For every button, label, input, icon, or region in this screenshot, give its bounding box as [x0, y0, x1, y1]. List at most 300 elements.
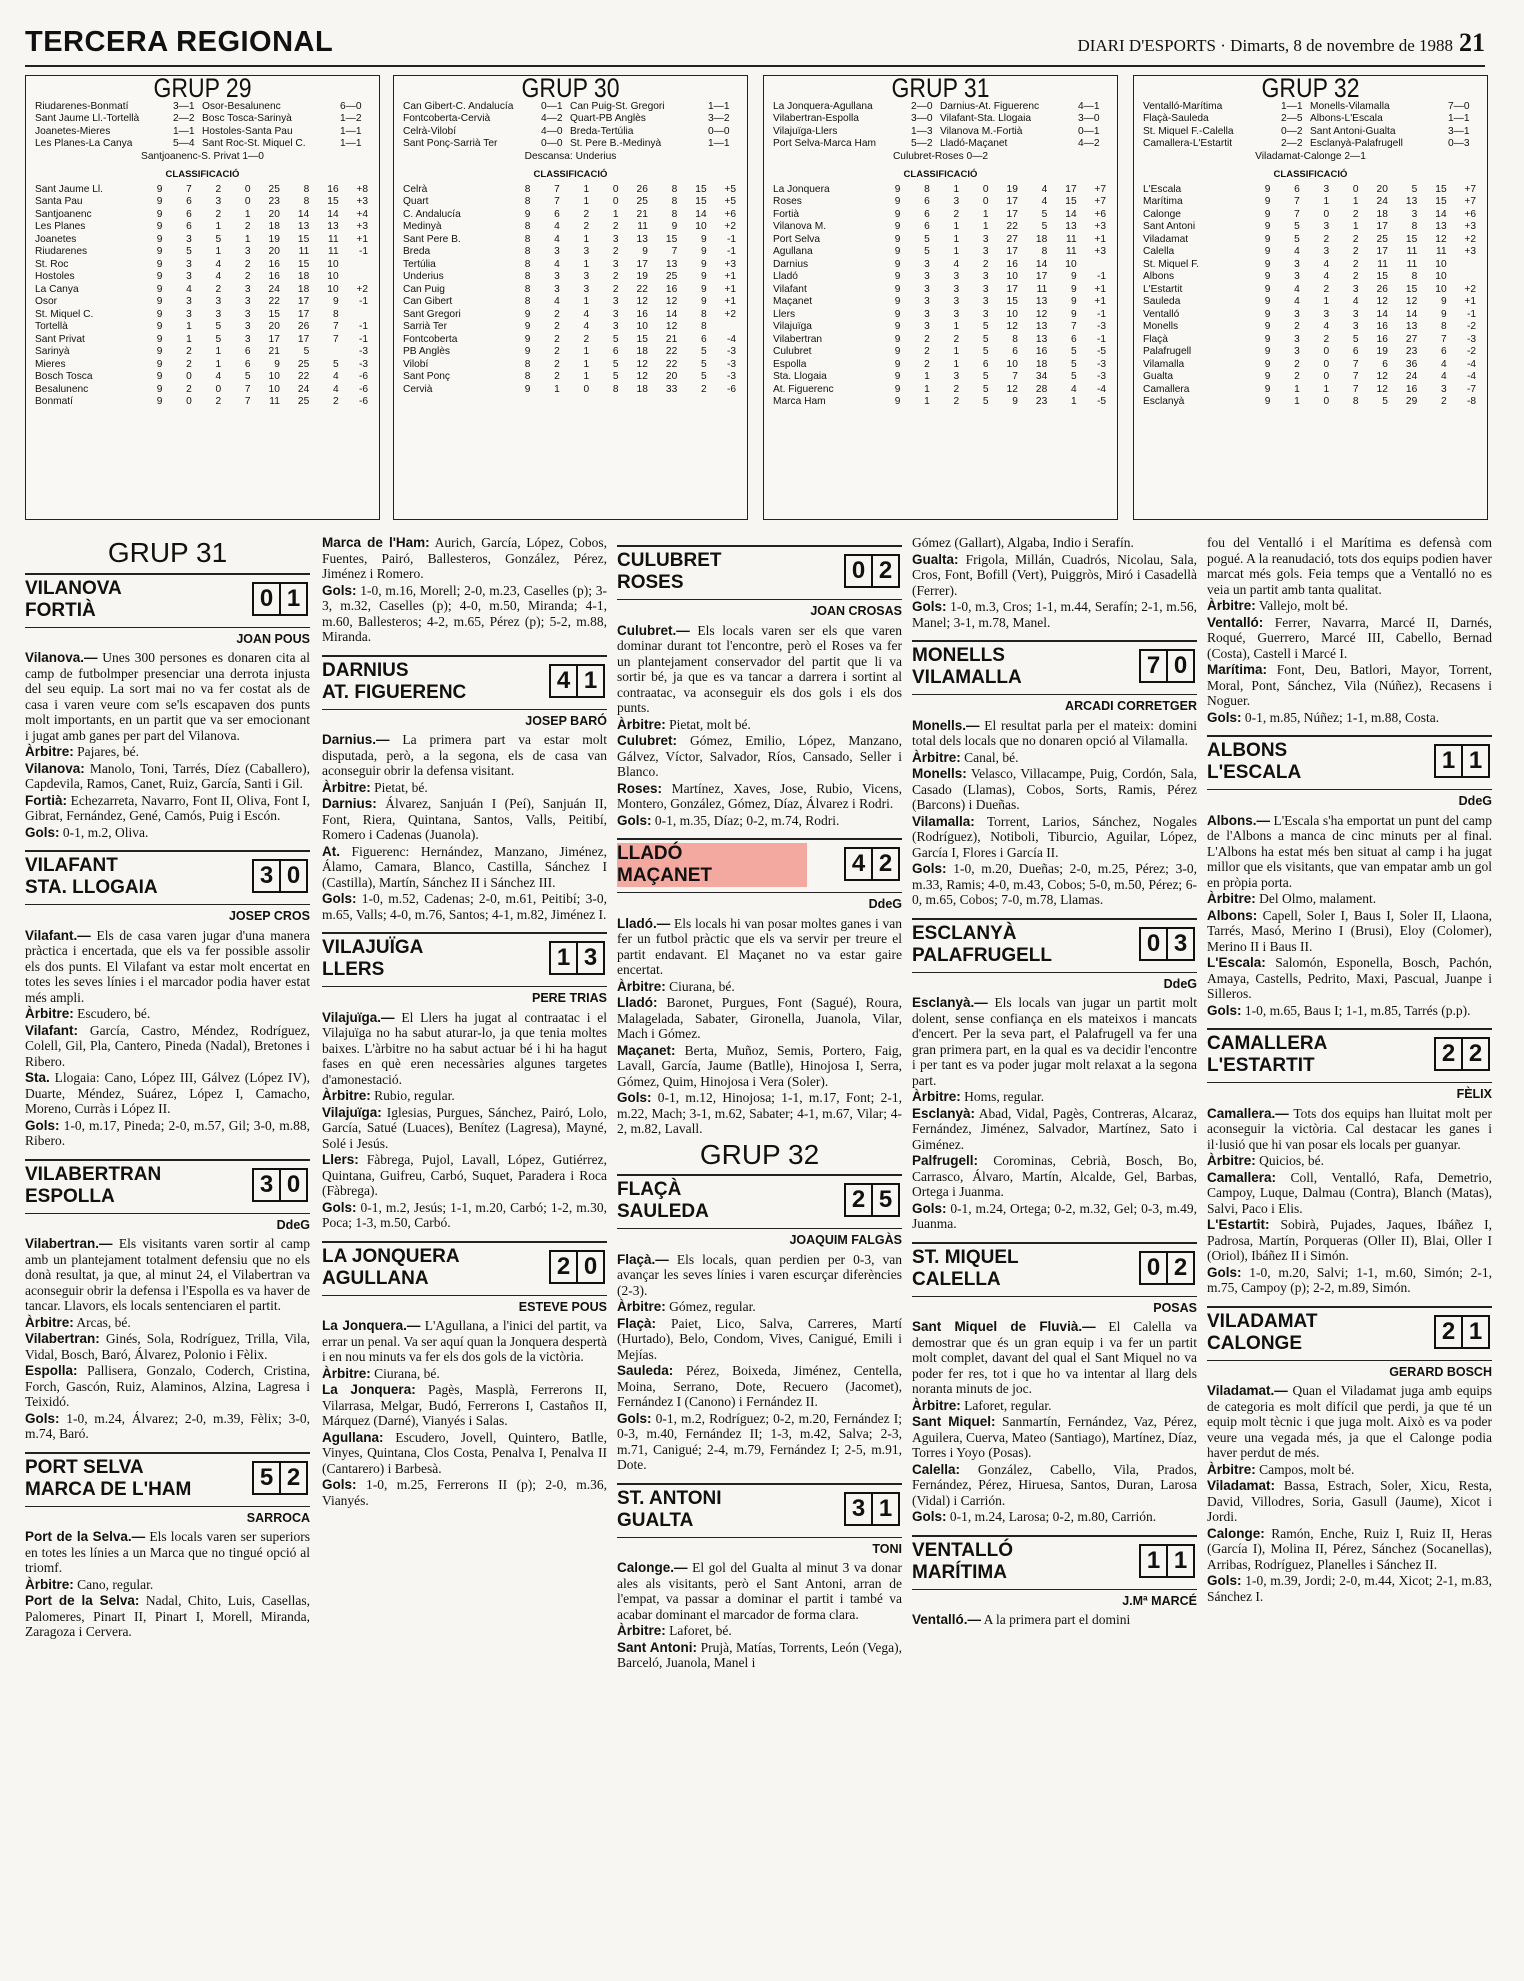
table-cell: 20	[268, 246, 280, 257]
away-team: CALELLA	[912, 1268, 1001, 1290]
home-team: VILABERTRAN	[25, 1163, 162, 1185]
score-box	[844, 554, 900, 588]
result-cell: 0—3	[1448, 138, 1470, 149]
away-score: 3	[576, 943, 603, 973]
report-paragraph	[1207, 1170, 1492, 1217]
table-cell: 9	[1264, 346, 1271, 357]
report-paragraph	[617, 813, 902, 829]
table-cell: -3	[358, 358, 368, 370]
table-cell: 15	[1065, 196, 1077, 207]
table-cell: 14	[327, 208, 339, 220]
table-cell: 8	[700, 321, 707, 332]
result-cell: Breda-Tertúlia	[570, 125, 634, 137]
report-lead: Sauleda:	[617, 1363, 674, 1378]
table-cell: +5	[724, 196, 736, 207]
table-cell: 7	[244, 383, 251, 395]
report-text: Manolo, Toni, Tarrés, Díez (Caballero), Capdevila, Ramos, Canet, Ruiz, García, Santi i Gil.	[25, 760, 310, 791]
result-cell: 1—1	[708, 138, 730, 149]
report-text: Echezarreta, Navarro, Font II, Oliva, Font I, Gibrat, Fernández, Gené, Camós, Puig i Escón.	[25, 792, 310, 823]
home-score: 0	[259, 584, 274, 612]
group-title: GRUP 29	[153, 73, 252, 103]
table-cell: 17	[1006, 283, 1018, 295]
report-lead: Vilabertran.—	[25, 1236, 113, 1251]
report-paragraph	[617, 733, 902, 780]
table-cell: 11	[269, 396, 280, 407]
table-cell: 4	[1440, 371, 1447, 382]
table-cell: 12	[665, 296, 678, 307]
report-lead: Àrbitre:	[912, 1397, 961, 1413]
table-cell: 12	[1376, 296, 1388, 307]
table-cell: 9	[700, 233, 707, 245]
result-cell: 2—2	[1281, 138, 1303, 149]
report-text: Quan el Viladamat juga amb equips de categoria es molt difícil que perdi, ja que té un equip molt tècnic i que juga molt. Això es va poder veure una vegada més, ja que el Calonge podia haver perdut de més.	[1207, 1383, 1492, 1460]
table-cell: 2	[1294, 371, 1300, 382]
table-cell: 2	[953, 208, 960, 220]
table-cell: 16	[1376, 333, 1388, 345]
away-team: GUALTA	[617, 1509, 694, 1531]
report-paragraph	[25, 1577, 310, 1593]
report-lead: Calonge.—	[617, 1560, 688, 1575]
table-cell: 2	[924, 346, 930, 357]
report-lead: Culubret.—	[617, 622, 690, 638]
table-cell: 3	[982, 233, 989, 245]
table-cell: 7	[186, 183, 192, 195]
table-cell: 1	[612, 208, 619, 220]
author-byline: SARROCA	[246, 1510, 310, 1525]
table-cell: 4	[1070, 383, 1077, 395]
table-cell	[1449, 259, 1478, 272]
table-cell: 7	[1352, 383, 1359, 395]
report-paragraph	[617, 781, 902, 812]
home-score: 1	[1146, 1546, 1161, 1574]
table-cell: 19	[1006, 183, 1018, 195]
table-cell: 9	[1264, 183, 1271, 195]
report-text: La primera part va estar molt disputada, però, a la segona, els de casa van aconseguir obrir la defensa visitant.	[322, 732, 607, 778]
table-cell: 16	[1376, 321, 1388, 332]
home-score: 3	[259, 862, 274, 889]
report-text: Ginés, Sola, Rodríguez, Trilla, Vila, Vidal, Bosch, Baró, Álvarez, Polonio i Fèlix.	[25, 1331, 310, 1362]
table-cell: 8	[700, 308, 707, 320]
author-byline: FÈLIX	[1456, 1087, 1492, 1101]
table-cell: 6	[1012, 346, 1018, 357]
match-header	[617, 1483, 902, 1538]
report-lead: Sant Antoni:	[617, 1639, 697, 1655]
classification-table	[35, 184, 370, 409]
table-cell: 12	[636, 358, 648, 370]
table-cell: 0	[1323, 358, 1330, 370]
table-cell: 9	[1264, 271, 1271, 282]
table-cell: 17	[297, 296, 310, 307]
report-paragraph	[912, 599, 1197, 630]
report-lead: Gols:	[322, 891, 357, 906]
table-cell: 4	[1323, 271, 1330, 282]
table-cell: -3	[726, 371, 736, 382]
report-lead: Fortià:	[25, 792, 67, 808]
table-cell: Viladamat	[1143, 233, 1189, 245]
report-lead: Llers:	[322, 1152, 359, 1167]
report-lead: Àrbitre:	[25, 744, 74, 759]
table-cell: -3	[726, 358, 736, 370]
report-paragraph	[25, 1118, 310, 1149]
report-text: Paiet, Lico, Salva, Carreres, Martí (Hurtado), Belo, Condom, Vives, Canigué, Emili i Mejías.	[617, 1315, 902, 1362]
table-cell: 3	[1323, 221, 1330, 232]
report-paragraph	[617, 1090, 902, 1137]
table-cell: +1	[724, 271, 736, 282]
table-cell: +3	[1094, 221, 1106, 232]
report-text: A la primera part el domini	[981, 1612, 1131, 1627]
report-lead: At.	[322, 843, 340, 859]
result-cell: 4—0	[541, 125, 563, 137]
table-cell: 9	[894, 396, 901, 407]
table-cell: 1	[1323, 296, 1330, 307]
table-cell: 4	[554, 296, 560, 307]
report-lead: Monells.—	[912, 717, 980, 733]
report-paragraph	[322, 796, 607, 843]
table-cell: 2	[186, 383, 192, 395]
results-grid	[773, 101, 1108, 151]
table-cell: 9	[1264, 396, 1271, 407]
score-box	[844, 1183, 900, 1217]
table-cell: 3	[924, 283, 930, 295]
table-cell: 5	[700, 346, 707, 357]
result-cell: Sant Jaume Ll.-Tortellà	[35, 113, 140, 124]
report-paragraph	[322, 1152, 607, 1199]
table-cell: 26	[636, 183, 648, 195]
table-cell: C. Andalucía	[403, 208, 461, 220]
table-cell: 3	[554, 271, 560, 282]
table-cell: 5	[215, 333, 222, 345]
table-cell: 9	[671, 221, 678, 232]
table-cell: 18	[1376, 208, 1388, 220]
table-cell: +3	[1464, 221, 1476, 232]
home-score: 0	[851, 557, 866, 584]
page-number: 21	[1459, 28, 1485, 57]
table-cell: 9	[1264, 358, 1271, 370]
table-cell: 9	[1264, 208, 1271, 220]
table-cell: 6	[924, 196, 930, 207]
report-lead: Lladó:	[617, 995, 658, 1010]
home-team: FLAÇÀ	[617, 1179, 682, 1200]
report-text: Sobirà, Pujades, Jaques, Ibáñez I, Padrosa, Martín, Porqueras (Oller II), Blai, Oller I (Oriol), Ibáñez II i Simón.	[1207, 1217, 1492, 1263]
home-team: CULUBRET	[617, 550, 722, 571]
report-lead: Palfrugell:	[912, 1153, 979, 1168]
table-cell: Vilamalla	[1143, 358, 1185, 370]
table-cell: 5	[700, 371, 707, 382]
table-cell: Bonmatí	[35, 396, 73, 407]
result-cell: Flaçà-Sauleda	[1143, 113, 1209, 124]
table-cell: 5	[1294, 221, 1300, 232]
report-paragraph	[1207, 1106, 1492, 1153]
table-cell: 6	[1440, 346, 1447, 357]
report-text: Pietat, bé.	[370, 779, 428, 795]
report-lead: Àrbitre:	[617, 1299, 666, 1314]
result-cell: 1—1	[708, 100, 730, 112]
table-cell: 4	[554, 233, 560, 245]
table-cell: Vilabertran	[773, 333, 823, 345]
report-paragraph	[912, 750, 1197, 766]
author-byline: JOAQUIM FALGÀS	[789, 1233, 902, 1247]
report-text: Els locals hi van posar moltes ganes i van fer un futbol pràctic que els va servir per treure el partit endavant. El Maçanet no va estar gaire encertat.	[617, 915, 902, 977]
report-lead: Marítima:	[1207, 662, 1268, 677]
table-cell: +8	[356, 183, 368, 195]
report-lead: Port de la Selva:	[25, 1593, 140, 1608]
table-cell: 4	[186, 283, 192, 295]
table-cell: 8	[524, 371, 531, 382]
table-cell: Sant Pere B.	[403, 233, 461, 245]
table-cell: 9	[894, 333, 901, 345]
report-text: L'Escala s'ha emportat un punt del camp de l'Albons a manca de cinc minuts per al final. L'Albons ha estat més ben situat al camp i ha jugat millor que els visitants, que van empatar amb un gol en pròpia porta.	[1207, 812, 1492, 890]
result-cell: Sant Roc-St. Miquel C.	[202, 138, 306, 149]
report-paragraph	[617, 1560, 902, 1622]
table-cell: -3	[726, 346, 736, 357]
table-cell: 2	[953, 383, 960, 395]
report-lead: Gols:	[617, 812, 652, 828]
table-cell: 25	[297, 358, 310, 370]
table-cell: Besalunenc	[35, 383, 89, 395]
table-cell: St. Roc	[35, 258, 69, 270]
report-lead: Vilafant.—	[25, 927, 91, 943]
home-score: 2	[1441, 1040, 1456, 1067]
table-cell: 8	[524, 196, 531, 207]
report-text: Tots dos equips han lluitat molt per aconseguir la victòria. Cal destacar les ganes i il·lusió que hi van posar els locals per guanyar.	[1207, 1105, 1492, 1152]
table-cell: 9	[1264, 233, 1271, 245]
table-cell: 3	[583, 246, 590, 257]
table-cell: Llers	[773, 308, 796, 320]
table-cell: 12	[1035, 308, 1048, 320]
table-cell: 9	[1264, 221, 1271, 232]
report-lead: Gols:	[1207, 709, 1242, 725]
table-cell: Camallera	[1143, 383, 1190, 395]
table-cell: 16	[665, 283, 678, 295]
table-cell: 13	[1065, 221, 1077, 232]
report-paragraph	[912, 552, 1197, 599]
result-cell: Celrà-Vilobí	[403, 125, 457, 137]
report-paragraph	[25, 928, 310, 1006]
table-cell: 9	[1070, 308, 1077, 320]
table-cell: 5	[215, 321, 222, 332]
result-cell: Albons-L'Escala	[1310, 113, 1383, 124]
table-cell: Roses	[773, 196, 802, 207]
report-paragraph	[1207, 598, 1492, 614]
table-cell: +3	[356, 221, 368, 232]
table-cell: Can Puig	[403, 283, 445, 295]
table-cell: +1	[1094, 296, 1106, 307]
table-cell: 10	[1435, 283, 1447, 295]
table-cell: 5	[186, 246, 192, 257]
report-text: Nadal, Chito, Luis, Casellas, Palomeres, Pinart II, Pinart I, Morell, Miranda, Zaragoza i Cervera.	[25, 1593, 310, 1639]
table-cell: -4	[1466, 371, 1476, 382]
table-cell: 15	[1006, 296, 1018, 307]
table-cell: 13	[1035, 333, 1048, 345]
report-paragraph	[1207, 1383, 1492, 1461]
table-cell: 2	[982, 258, 989, 270]
table-cell: 23	[1035, 396, 1048, 407]
result-cell: 4—2	[1078, 138, 1100, 149]
table-cell: 7	[554, 183, 560, 195]
home-score: 5	[259, 1463, 274, 1491]
home-team: ALBONS	[1207, 740, 1288, 761]
group-heading: GRUP 32	[699, 1138, 820, 1170]
table-cell: 5	[1041, 208, 1048, 220]
group-title: GRUP 32	[1261, 73, 1360, 103]
result-cell: 1—1	[173, 125, 195, 137]
table-cell: 20	[1376, 183, 1388, 195]
table-cell: 16	[1006, 258, 1018, 270]
table-cell: 5	[982, 333, 989, 345]
table-cell: 14	[1065, 208, 1077, 220]
result-cell: Camallera-L'Estartit	[1143, 138, 1233, 149]
table-cell: 1	[583, 183, 590, 195]
table-cell: Vilobí	[403, 358, 429, 370]
table-cell: 5	[303, 346, 310, 357]
report-text: Salomón, Esponella, Bosch, Pachón, Amaya, Castells, Pedrito, Maxi, Pascual, Juanpe i Silleros.	[1207, 955, 1492, 1001]
table-cell: Celrà	[403, 183, 428, 195]
home-score: 4	[556, 666, 571, 694]
report-column	[912, 535, 1197, 1629]
score-box	[252, 582, 308, 616]
report-paragraph	[912, 1509, 1197, 1525]
table-cell: 2	[554, 346, 560, 357]
table-cell: 12	[1376, 371, 1388, 382]
table-cell: 5	[982, 371, 989, 382]
table-cell: 4	[1323, 321, 1330, 332]
table-cell: 12	[1006, 321, 1018, 332]
result-cell: Joanetes-Mieres	[35, 125, 111, 137]
table-cell: Sta. Llogaia	[773, 371, 827, 382]
result-cell: 3—0	[1078, 113, 1100, 124]
table-cell: 17	[1006, 208, 1018, 220]
author-byline: JOAN CROSAS	[810, 604, 902, 618]
report-lead: Àrbitre:	[1207, 1153, 1256, 1168]
score-box	[549, 1250, 605, 1284]
report-lead: Marca de l'Ham:	[322, 535, 430, 550]
away-score: 1	[871, 1494, 898, 1524]
table-cell: Vilajuïga	[773, 321, 812, 332]
report-text: 0-1, m.24, Ortega; 0-2, m.32, Gel; 0-3, m.49, Juanma.	[912, 1200, 1197, 1231]
table-cell: 1	[583, 196, 590, 207]
report-column	[25, 535, 310, 1641]
table-cell: 1	[583, 358, 590, 370]
table-cell: 9	[1070, 296, 1077, 307]
classification-title: CLASSIFICACIÓ	[903, 169, 978, 180]
table-cell: +6	[724, 208, 736, 220]
report-text: 0-1, m.35, Díaz; 0-2, m.74, Rodri.	[651, 812, 840, 828]
table-cell: +1	[724, 296, 736, 307]
report-lead: Sant Miquel:	[912, 1414, 996, 1429]
report-paragraph	[1207, 662, 1492, 709]
home-score: 0	[1146, 1253, 1161, 1281]
report-text: Canal, bé.	[960, 749, 1019, 765]
table-cell: 0	[1323, 346, 1330, 357]
report-lead: L'Escala:	[1207, 955, 1266, 970]
table-cell: 25	[268, 183, 280, 195]
table-cell: 15	[327, 196, 339, 207]
table-cell: 3	[215, 296, 222, 307]
table-cell: 8	[524, 233, 531, 245]
table-cell: -7	[1466, 383, 1476, 395]
table-cell: 3	[215, 308, 222, 320]
table-cell: 20	[268, 208, 280, 220]
report-lead: Gols:	[25, 1117, 60, 1133]
report-lead: Àrbitre:	[1207, 891, 1256, 906]
table-cell: 9	[156, 183, 163, 195]
table-cell: 9	[894, 346, 901, 357]
table-cell: 7	[332, 333, 339, 345]
report-lead: Albons:	[1207, 907, 1258, 923]
table-cell: Sarrià Ter	[403, 321, 447, 332]
report-paragraph	[25, 650, 310, 743]
table-cell: 7	[244, 396, 251, 407]
table-cell: 3	[215, 196, 222, 207]
table-cell: 9	[524, 346, 531, 357]
table-cell: 3	[953, 308, 960, 320]
table-cell: +3	[1464, 246, 1476, 257]
table-cell: 7	[1294, 196, 1300, 207]
table-cell: 1	[1294, 396, 1300, 407]
table-cell: 27	[1405, 333, 1418, 345]
away-score: 2	[1166, 1253, 1193, 1283]
table-cell: 3	[244, 246, 251, 257]
table-cell: 2	[215, 183, 222, 195]
table-cell: 1	[982, 221, 989, 232]
author-byline: GERARD BOSCH	[1389, 1364, 1492, 1379]
report-lead: Culubret:	[617, 733, 677, 748]
report-lead: L'Estartit:	[1207, 1217, 1270, 1232]
home-score: 7	[1146, 652, 1161, 679]
table-cell	[311, 346, 340, 359]
result-cell: Sant Antoni-Gualta	[1310, 125, 1396, 137]
report-paragraph	[322, 1477, 607, 1508]
table-cell: 4	[554, 221, 560, 232]
home-team: ST. ANTONI	[617, 1487, 722, 1509]
table-cell: 5	[982, 346, 989, 357]
away-team: FORTIÀ	[25, 599, 96, 621]
table-cell: -5	[1096, 396, 1106, 407]
table-cell: 36	[1405, 358, 1418, 370]
home-score: 1	[1441, 747, 1456, 774]
score-box	[844, 1492, 900, 1526]
table-cell: 3	[924, 308, 930, 320]
match-header	[1207, 735, 1492, 790]
report-paragraph	[322, 1430, 607, 1477]
report-lead: Gols:	[1207, 1573, 1242, 1588]
report-lead: Calonge:	[1207, 1525, 1265, 1541]
table-cell: 3	[244, 283, 251, 295]
table-cell: 11	[1066, 233, 1077, 245]
table-cell: 8	[524, 183, 531, 195]
away-score: 1	[1461, 746, 1488, 776]
table-cell: Agullana	[773, 246, 813, 257]
report-text: Rubio, regular.	[370, 1088, 455, 1103]
report-text: 0-1, m.2, Jesús; 1-1, m.20, Carbó; 1-2, m.30, Poca; 1-3, m.50, Carbó.	[322, 1199, 607, 1230]
table-cell: 1	[215, 246, 222, 257]
table-cell: 10	[1065, 258, 1077, 270]
report-text: Els locals varen ser superiors en totes les línies a un Marca que no tingué opció al triomf.	[25, 1529, 310, 1575]
report-paragraph	[322, 1318, 607, 1365]
table-cell: 5	[332, 358, 339, 370]
report-text: 1-0, m.17, Pineda; 2-0, m.57, Gil; 3-0, m.88, Ribero.	[25, 1117, 310, 1148]
table-cell: -1	[1096, 333, 1106, 345]
table-cell: 9	[274, 358, 280, 370]
table-cell: 2	[554, 358, 560, 370]
table-cell: 3	[1294, 271, 1300, 282]
score-box	[252, 1168, 308, 1202]
table-cell: 9	[156, 383, 163, 395]
table-cell: 8	[671, 208, 678, 220]
table-cell: 8	[524, 271, 531, 282]
table-cell: 10	[636, 321, 648, 332]
table-cell: 2	[332, 396, 339, 407]
